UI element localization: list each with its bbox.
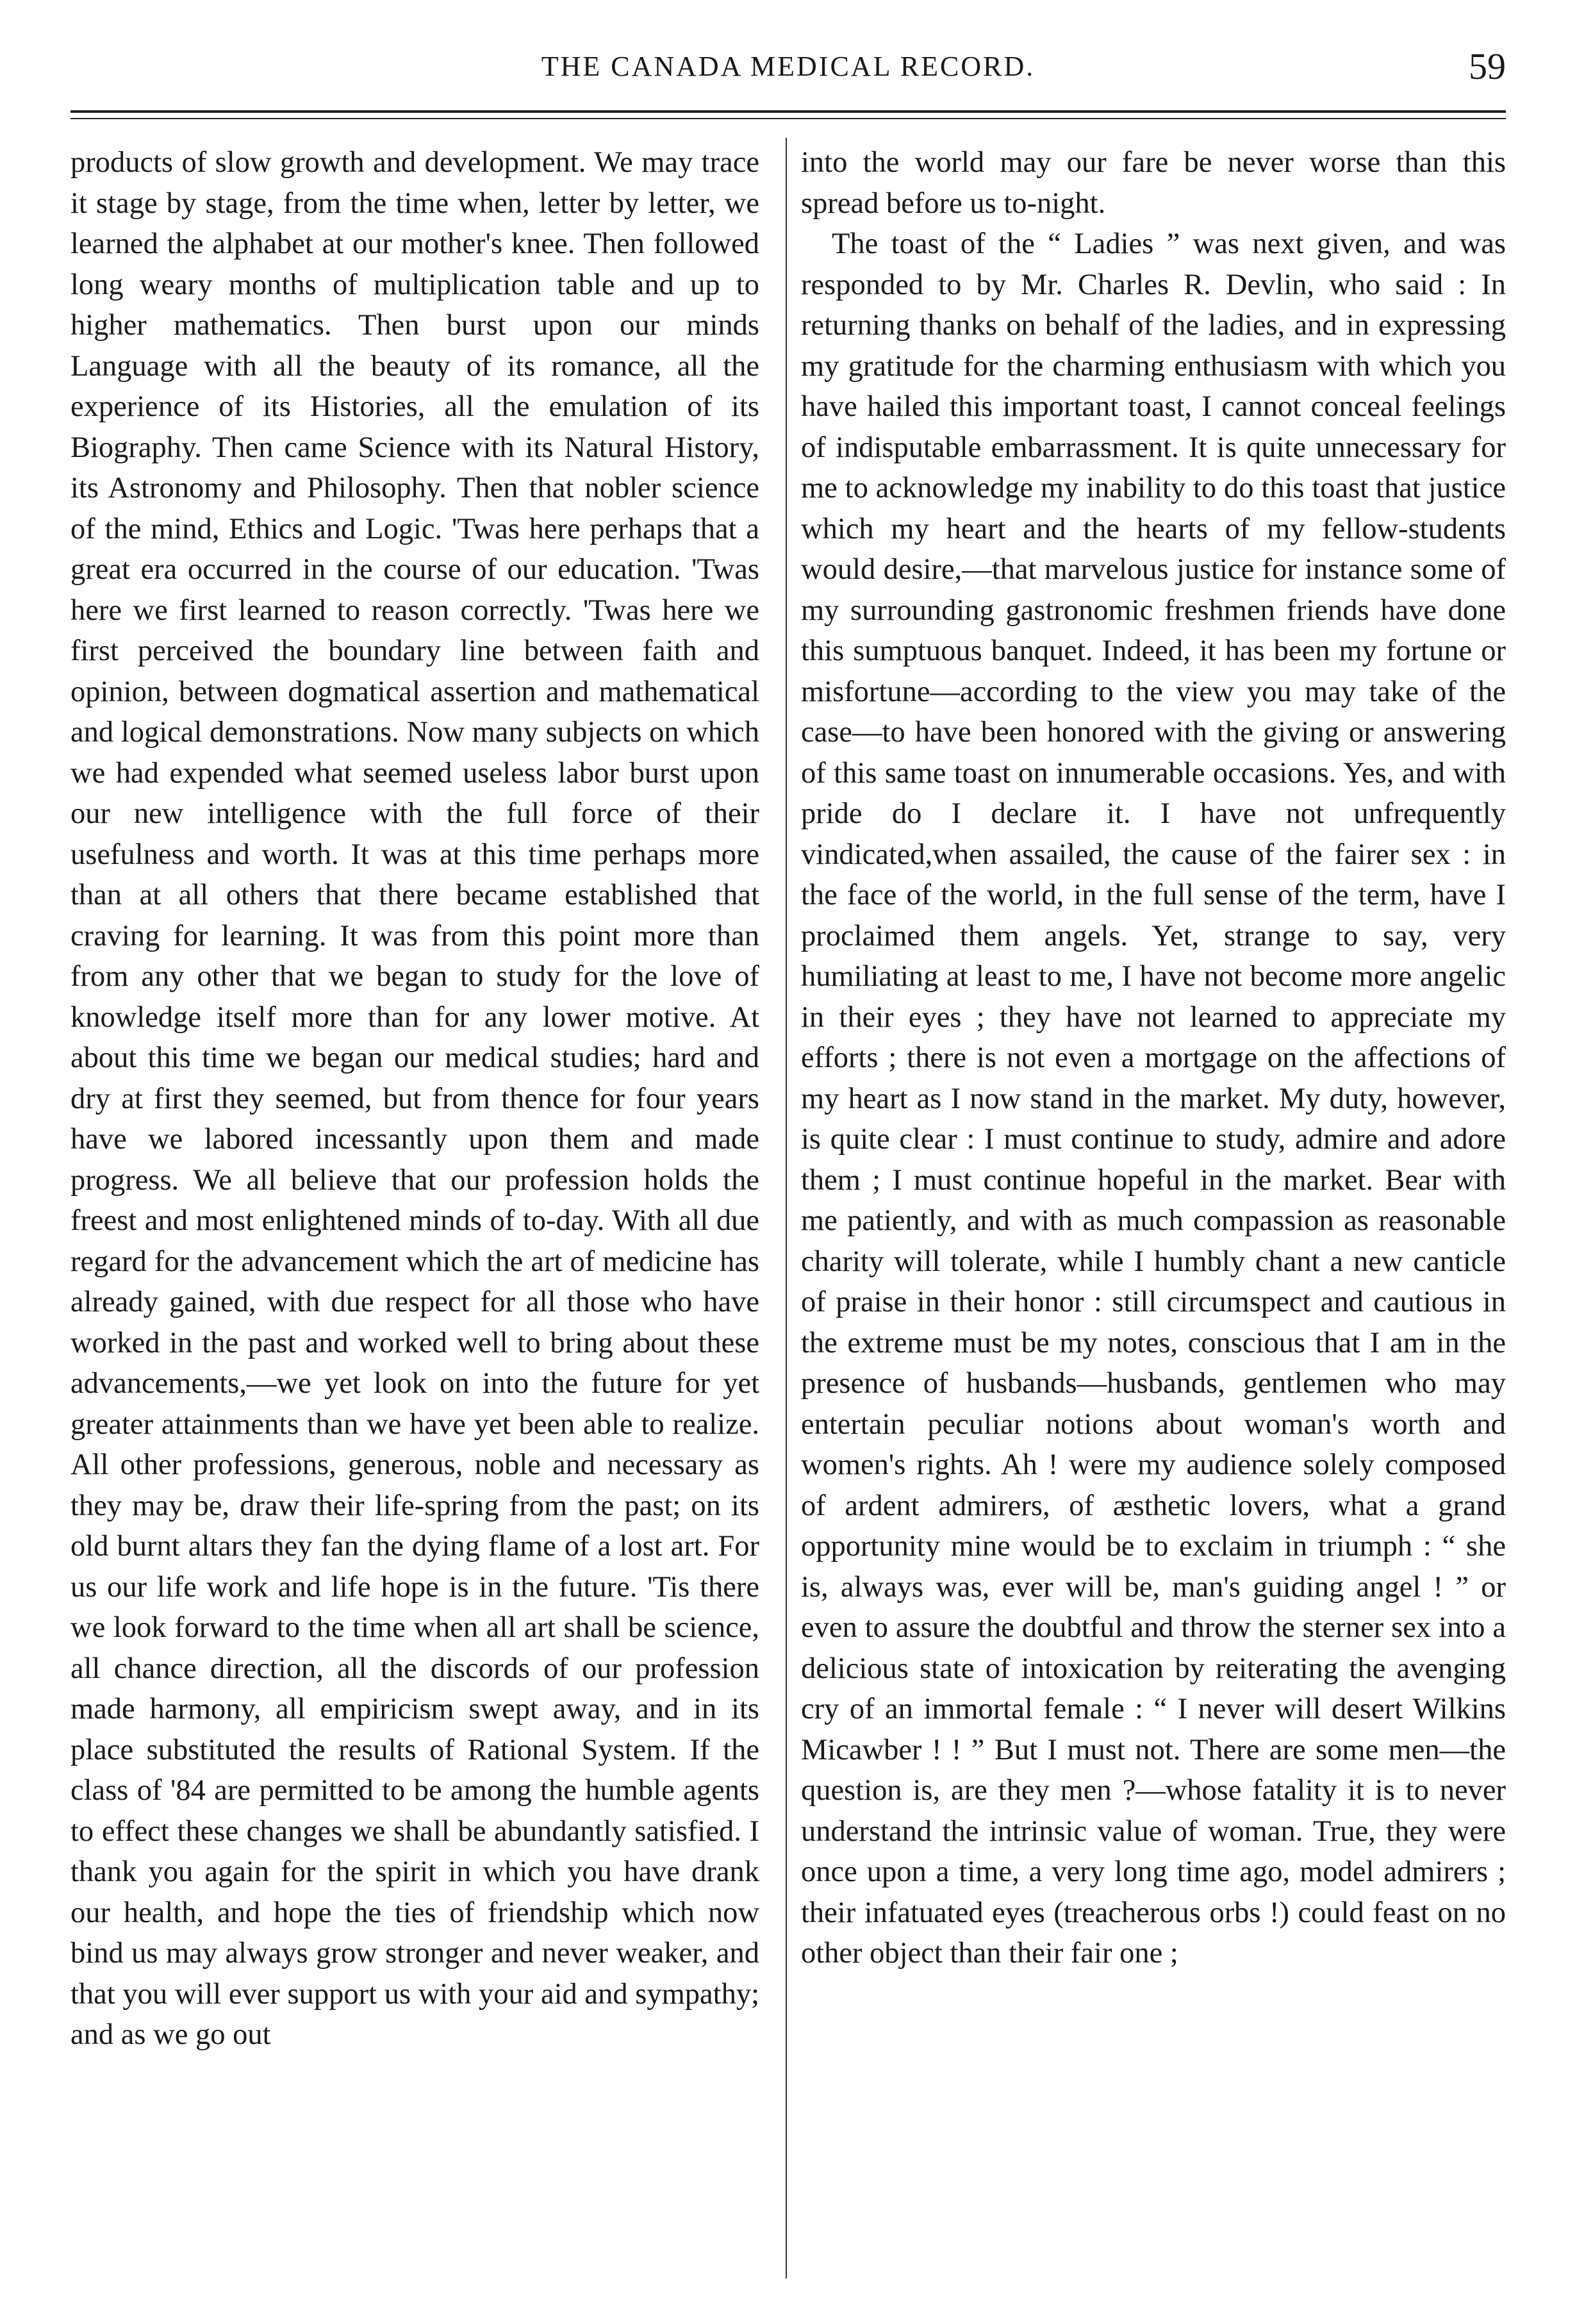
right-column xyxy=(801,142,1506,2283)
column-divider xyxy=(786,138,787,2278)
right-paragraph-2: The toast of the “ Ladies ” was next given, and was responded to by Mr. Charles R. Devlin, who said : In returning thanks on behalf of the ladies, and in expressing my gratitude for the charming enthusiasm with which you have hailed this important toast, I cannot conceal feelings of indisputable embarrassment. It is quite unnecessary for me to acknowledge my inability to do this toast that justice which my heart and the hearts of my fellow-students would desire,—that marvelous justice for instance some of my surrounding gastronomic freshmen friends have done this sumptuous banquet. Indeed, it has been my fortune or misfortune—according to the view you may take of the case—to have been honored with the giving or answering of this same toast on innumerable occasions. Yes, and with pride do I declare it. I have not unfrequently vindicated,when assailed, the cause of the fairer sex : in the face of the world, in the full sense of the term, have I proclaimed them angels. Yet, strange to say, very humiliating at least to me, I have not become more angelic in their eyes ; they have not learned to appreciate my efforts ; there is not even a mortgage on the affections of my heart as I now stand in the market. My duty, however, is quite clear : I must continue to study, admire and adore them ; I must continue hopeful in the market. Bear with me patiently, and with as much compassion as reasonable charity will tolerate, while I humbly chant a new canticle of praise in their honor : still circumspect and cautious in the extreme must be my notes, conscious that I am in the presence of husbands—husbands, gentlemen who may entertain peculiar notions about woman's worth and women's rights. Ah ! were my audience solely composed of ardent admirers, of æsthetic lovers, what a grand opportunity mine would be to exclaim in triumph : “ she is, always was, ever will be, man's guiding angel ! ” or even to assure the doubtful and throw the sterner sex into a delicious state of intoxication by reiterating the avenging cry of an immortal female : “ I never will desert Wilkins Micawber ! ! ” But I must not. There are some men—the question is, are they men ?—whose fatality it is to never understand the intrinsic value of woman. True, they were once upon a time, a very long time ago, model admirers ; their infatuated eyes (treacherous orbs !) could feast on no other object than their fair one ; xyxy=(801,228,1506,1970)
right-paragraph-1: into the world may our fare be never worse than this spread before us to-night. xyxy=(801,146,1506,220)
page-number: 59 xyxy=(1469,46,1506,87)
header-rule-thick xyxy=(70,110,1506,113)
journal-title: THE CANADA MEDICAL RECORD. xyxy=(541,51,1036,82)
running-head xyxy=(70,46,1506,101)
left-column xyxy=(70,142,759,2283)
header-rule-thin xyxy=(70,118,1506,119)
left-paragraph-1: products of slow growth and development. We may trace it stage by stage, from the time when, letter by letter, we learned the alphabet at our mother's knee. Then followed long weary months of multiplication table and up to higher mathematics. Then burst upon our minds Language with all the beauty of its romance, all the experience of its Histories, all the emulation of its Biography. Then came Science with its Natural History, its Astronomy and Philosophy. Then that nobler science of the mind, Ethics and Logic. 'Twas here perhaps that a great era occurred in the course of our education. 'Twas here we first learned to reason correctly. 'Twas here we first perceived the boundary line between faith and opinion, between dogmatical assertion and mathematical and logical demonstrations. Now many subjects on which we had expended what seemed useless labor burst upon our new intelligence with the full force of their usefulness and worth. It was at this time perhaps more than at all others that there became established that craving for learning. It was from this point more than from any other that we began to study for the love of knowledge itself more than for any lower motive. At about this time we began our medical studies; hard and dry at first they seemed, but from thence for four years have we labored incessantly upon them and made progress. We all believe that our profession holds the freest and most enlightened minds of to-day. With all due regard for the advancement which the art of medicine has already gained, with due respect for all those who have worked in the past and worked well to bring about these advancements,—we yet look on into the future for yet greater attainments than we have yet been able to realize. All other professions, generous, noble and necessary as they may be, draw their life-spring from the past; on its old burnt altars they fan the dying flame of a lost art. For us our life work and life hope is in the future. 'Tis there we look forward to the time when all art shall be science, all chance direction, all the discords of our profession made harmony, all empiricism swept away, and in its place substituted the results of Rational System. If the class of '84 are permitted to be among the humble agents to effect these changes we shall be abundantly satisfied. I thank you again for the spirit in which you have drank our health, and hope the ties of friendship which now bind us may always grow stronger and never weaker, and that you will ever support us with your aid and sympathy; and as we go out xyxy=(70,146,759,2051)
